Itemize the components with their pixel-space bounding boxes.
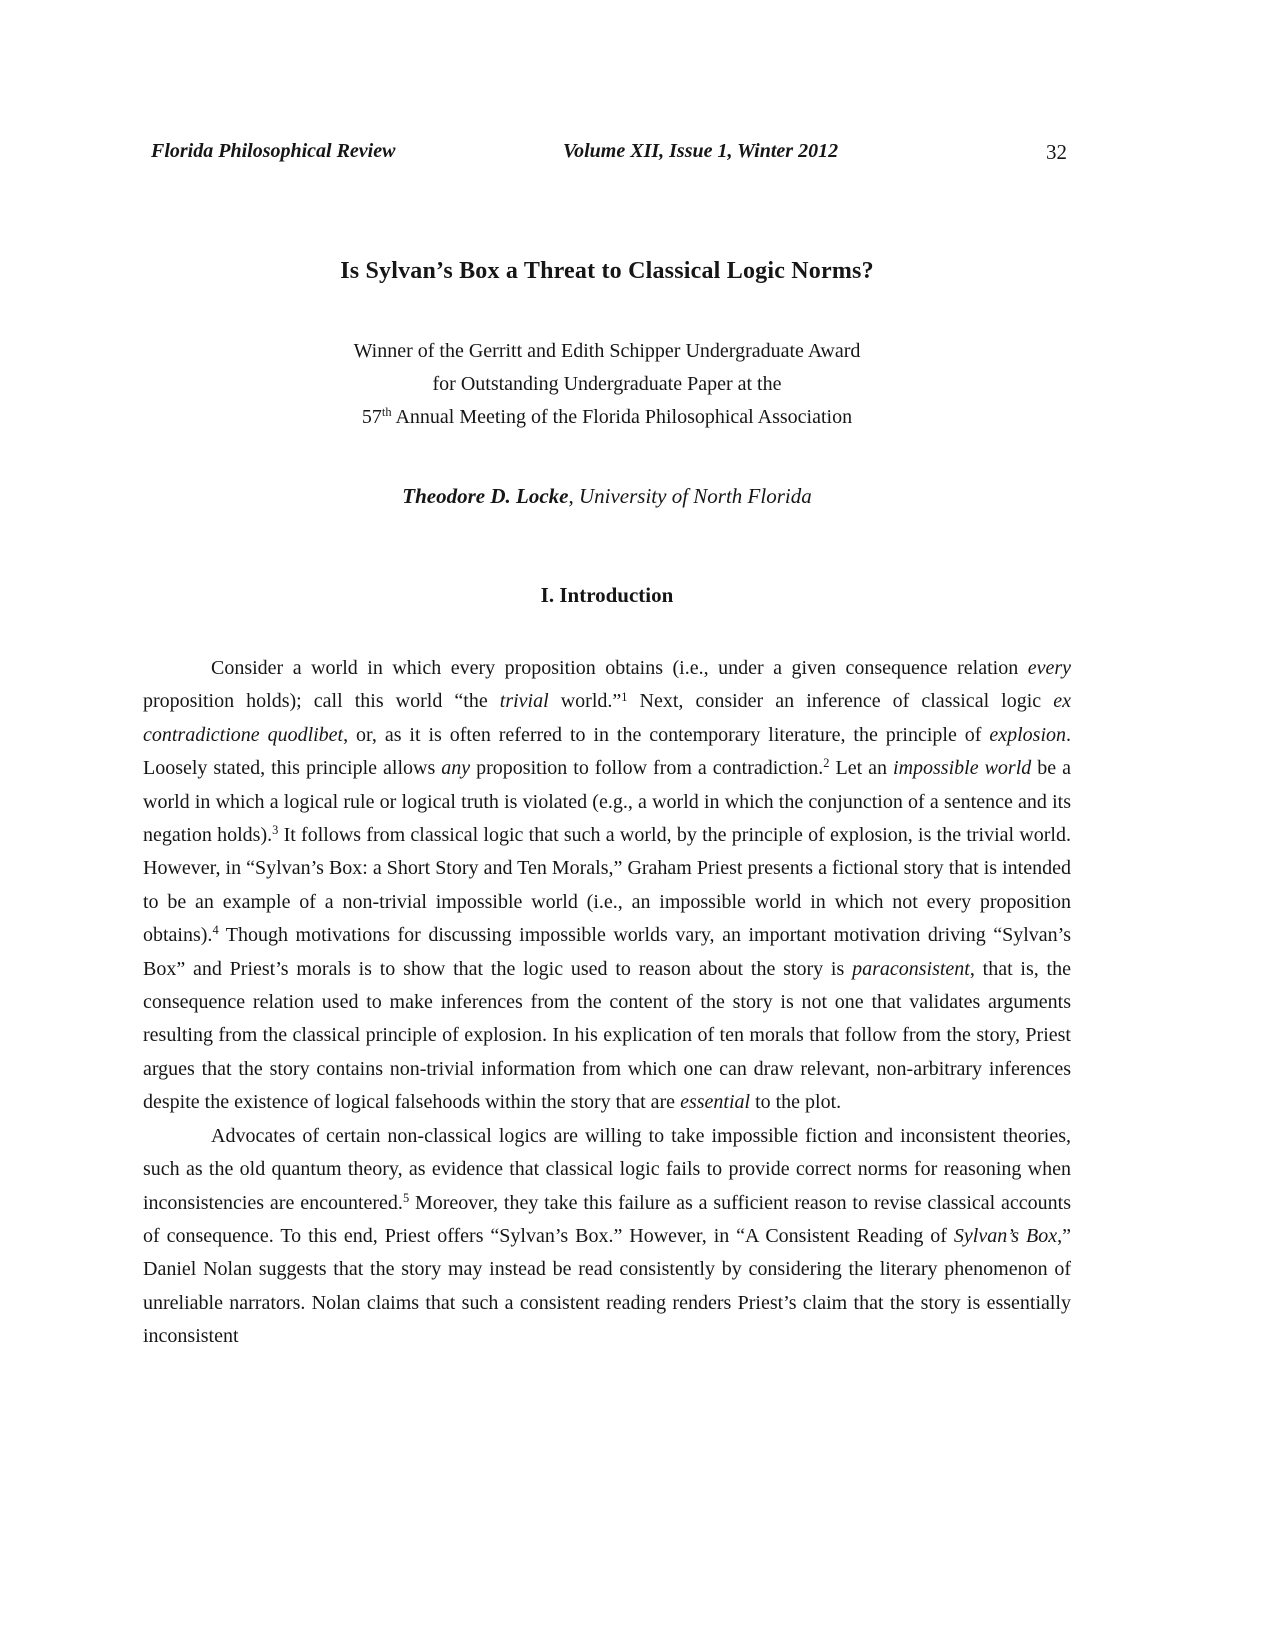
award-line-3: 57th Annual Meeting of the Florida Philosophical Association — [361, 405, 853, 428]
body-text — [143, 652, 1071, 1354]
author-affiliation: University of North Florida — [578, 484, 812, 508]
section-heading-introduction: I. Introduction — [540, 583, 674, 607]
author-name: Theodore D. Locke — [402, 484, 569, 508]
running-header — [143, 0, 1071, 170]
journal-name: Florida Philosophical Review — [151, 140, 396, 162]
paper-title: Is Sylvan’s Box a Threat to Classical Logic Norms? — [340, 258, 874, 284]
award-block — [143, 335, 1071, 434]
volume-issue: Volume XII, Issue 1, Winter 2012 — [563, 140, 839, 162]
author-byline — [143, 484, 1071, 509]
paragraph-2: Advocates of certain non-classical logics are willing to take impossible fiction and inconsistent theories, such as the old quantum theory, as evidence that classical logic fails to provide correct norms for reasoning when inconsistencies are encountered.$^5$ Moreover, they take this failure as a sufficient reason to revise classical accounts of consequence. To this end, Priest offers “Sylvan’s Box.” However, in “A Consistent Reading of Sylvan’s Box,” Daniel Nolan suggests that the story may instead be read consistently by considering the literary phenomenon of unreliable narrators. Nolan claims that such a consistent reading renders Priest’s claim that the story is essentially inconsistent — [143, 1124, 1072, 1348]
page-number: 32 — [1046, 140, 1067, 164]
award-line-2: for Outstanding Undergraduate Paper at the — [432, 373, 782, 395]
paragraph-1: Consider a world in which every proposition obtains (i.e., under a given consequence relation every proposition holds); call this world “the trivial world.”$^1$ Next, consider an inference of classical logic ex contradictione quodlibet, or, as it is often referred to in the contemporary literature, the principle of explosion. Loosely stated, this principle allows any proposition to follow from a contradiction.$^2$ Let an impossible world be a world in which a logical rule or logical truth is violated (e.g., a world in which the conjunction of a sentence and its negation holds).$^3$ It follows from classical logic that such a world, by the principle of explosion, is the trivial world. However, in “Sylvan’s Box: a Short Story and Ten Morals,” Graham Priest presents a fictional story that is intended to be an example of a non-trivial impossible world (i.e., an impossible world in which not every proposition obtains).$^4$ Though motivations for discussing impossible worlds vary, an important motivation driving “Sylvan’s Box” and Priest’s morals is to show that the logic used to reason about the story is paraconsistent, that is, the consequence relation used to make inferences from the content of the story is not one that validates arguments resulting from the classical principle of explosion. In his explication of ten morals that follow from the story, Priest argues that the story contains non-trivial information from which one can draw relevant, non-arbitrary inferences despite the existence of logical falsehoods within the story that are essential to the plot. — [143, 657, 1072, 1114]
byline-separator: , — [568, 484, 579, 508]
award-line-1: Winner of the Gerritt and Edith Schipper Undergraduate Award — [353, 340, 861, 362]
